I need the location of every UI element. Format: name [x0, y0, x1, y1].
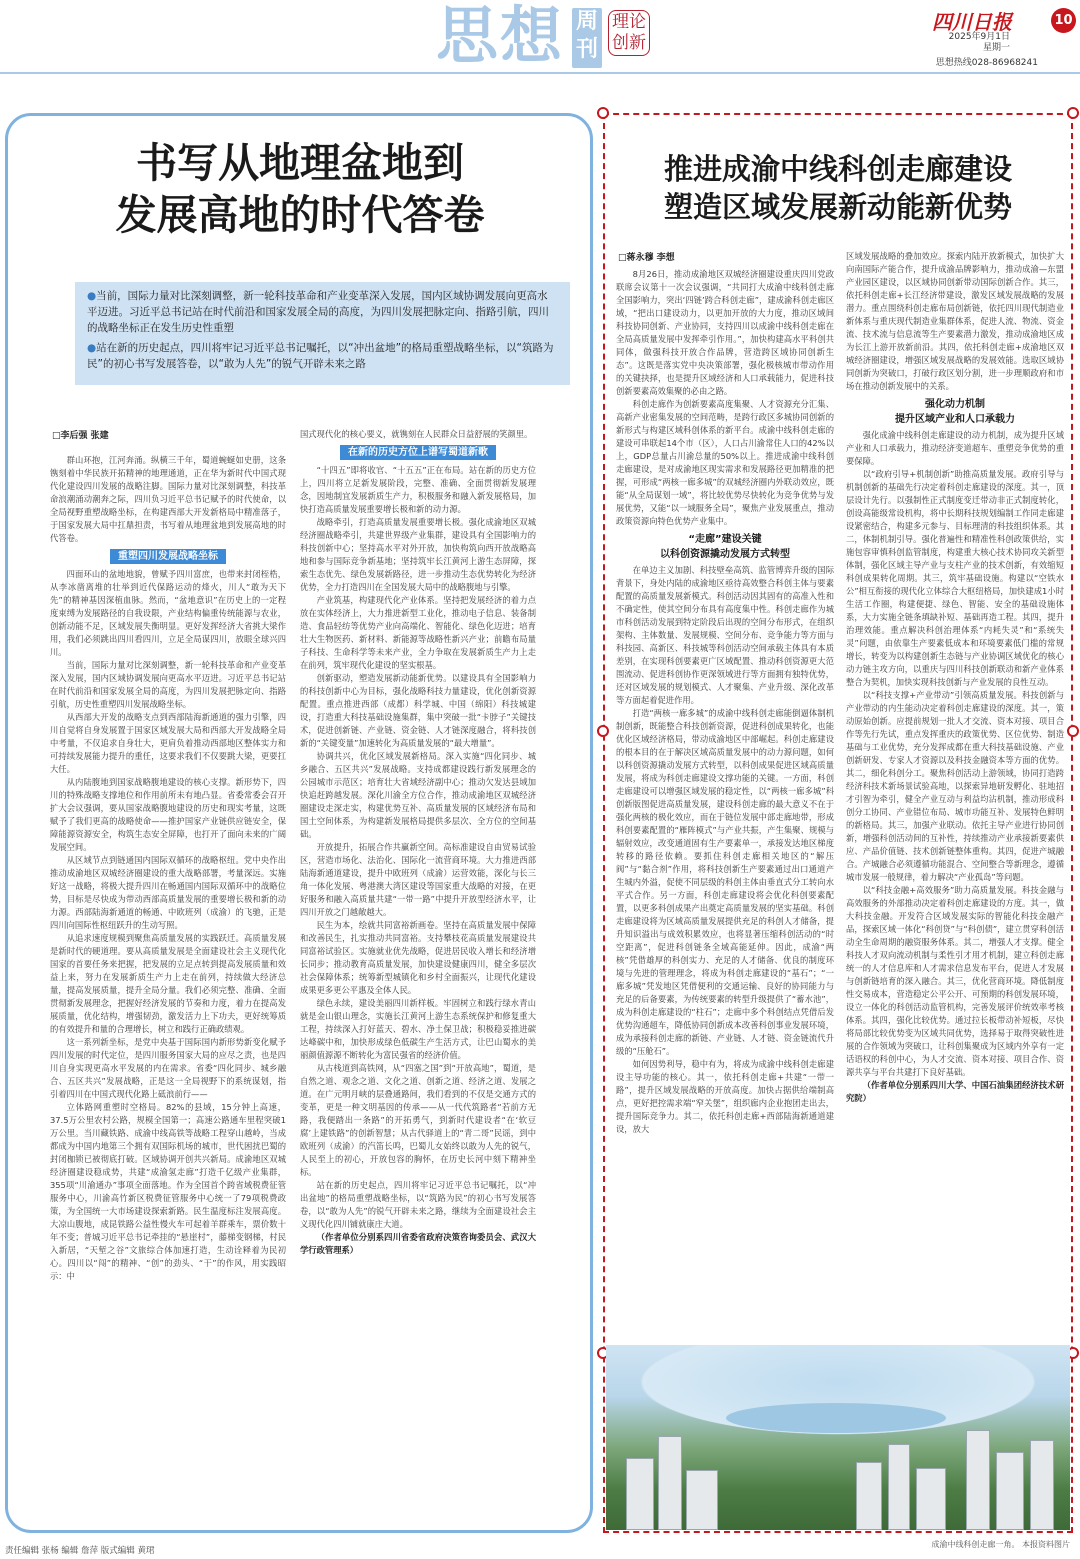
left-article-summary [75, 282, 570, 385]
column-subtitle: 理论创新 [608, 10, 650, 56]
building-shape [1030, 1440, 1054, 1530]
paragraph: 从追求速度规模到聚焦高质量发展的实践跃迁。高质量发展是新时代的硬道理。要从高质量发展是全面建设社会主义现代化国家的首要任务来把握，把发展的立足点转到提高发展质量和效益上来，努力在发展新质生产力上走在前列，持续做大经济总量，提高发展质量，提升全局分量。我们必须完整、准确、全面贯彻新发展理念，把握好经济发展的节奏和力度，着力在提高发展质量，优化结构，增强韧劲，激发活力上下功夫，更好统筹质的有效提升和量的合理增长，树立和践行正确政绩观。 [50, 933, 286, 1034]
editor-credits: 责任编辑 张杨 编辑 詹萍 版式编辑 黄珺 [5, 1546, 155, 1556]
building-shape [888, 1444, 910, 1530]
paragraph: “十四五”即将收官、“十五五”正在布局。站在新的历史方位上，四川将立足新发展阶段，完整、准确、全面贯彻新发展理念，因地制宜发展新质生产力，积极服务和融入新发展格局，加快打造高质量发展重要增长极和新的动力源。 [300, 465, 536, 514]
paragraph: 如何因势利导，稳中有为，将成为成渝中线科创走廊建设主导功能的核心。其一，依托科创走廊+共建“一带一路”，提升区域发展战略的开放高度。加快占据供给端制高点，更好把控需求端“窄关堡”，组织廊内企业抱团走出去，提升国际竞争力。其二，依托科创走廊+西部陆海新通道建设，放大 [616, 1059, 834, 1134]
subheading: “走廊”建设关键 以科创资源撬动发展方式转型 [660, 534, 790, 560]
bullet-icon: ● [87, 290, 97, 302]
paragraph: 国式现代化的核心要义，就镌刻在人民群众日益舒展的笑颜里。 [300, 429, 533, 439]
building-shape [996, 1452, 1024, 1530]
frame-corner-icon [1067, 725, 1079, 737]
paragraph: 站在新的历史起点，四川将牢记习近平总书记嘱托，以“冲出盆地”的格局重塑战略坐标，以“筑路为民”的初心书写发展答卷，以“敢为人先”的锐气开辟未来之路，继续为全面建设社会主义现代化四川铺就康庄大道。 [300, 1180, 536, 1229]
page-number: 10 [1051, 8, 1076, 33]
paragraph: 创新驱动，塑造发展新动能新优势。以建设具有全国影响力的科技创新中心为目标，强化战略科技力量建设，优化创新资源配置。重点推进西部（成都）科学城、中国（绵阳）科技城建设，打造重大科技基础设施集群，集中突破一批“卡脖子”关键技术，促进创新链、产业链、资金链、人才链深度融合，将科技创新的“关键变量”加速转化为高质量发展的“最大增量”。 [300, 673, 536, 748]
paragraph: 民生为本，绘就共同富裕新画卷。坚持在高质量发展中保障和改善民生，扎实推动共同富裕。支持攀枝花高质量发展建设共同富裕试验区。实施就业优先战略，促进居民收入增长和经济增长同步；推动教育高质量发展，加快建设健康四川，健全多层次社会保障体系；统筹新型城镇化和乡村全面振兴，让现代化建设成果更多更公平惠及全体人民。 [300, 920, 536, 995]
paragraph: 8月26日，推动成渝地区双城经济圈建设重庆四川党政联席会议第十一次会议强调，“共同打大成渝中线科创走廊全国影响力，突出‘四链’跨合科创走廊”，建成渝科创走廊区域，“把出口建设动力，以更加开放的大力度，推动区域间科技协同创新、产业协同，支持四川以成渝中线科创走廊在全局高质量发展中发挥牵引作用。”，加快构建高水平科创共同体，做强科技开放合作品牌，营造跨区域协同创新生态”。这既是落实党中央决策部署，强化极核城市带动作用的关键抉择，也是提升区域经济和人口承载能力，促进科技创新要素高效集聚的必由之路。 [616, 269, 834, 396]
headline-line-1: 书写从地理盆地到 [136, 139, 464, 187]
right-article-col-1 [616, 268, 834, 1340]
issue-date [949, 32, 1010, 54]
left-article-headline [30, 137, 570, 241]
masthead-rule [0, 72, 1080, 74]
paragraph: 区域发展战略的叠加效应。探索内陆开放新模式，加快扩大向南国际产能合作，提升成渝品牌影响力，推动成渝—东盟产业园区建设，以区域协同创新带动国际创新合作。其三，依托科创走廊+长江经济带建设，激发区域发展战略的发展潜力。重点围绕科创走廊布局创新链，依托四川现代制造业新体系与重庆现代制造业集群体系，促进人流、物流、资金流、技术流与信息流等生产要素潜力激发，推动成渝地区成为长江上游开放新前沿。其四，依托科创走廊+成渝地区双城经济圈建设，增强区域发展战略的发展效能。选取区域协同创新为突破口，打破行政区划分割，进一步理顺政府和市场在推动创新发展中的关系。 [846, 251, 1064, 391]
paragraph: 开放提升，拓展合作共赢新空间。高标准建设自由贸易试验区，营造市场化、法治化、国际化一流营商环境。大力推进西部陆海新通道建设，提升中欧班列（成渝）运营效能，深化与长三角一体化发展、粤港澳大湾区建设等国家重大战略的对接，在更好服务和融入高质量共建“一带一路”中提升开放型经济水平，让四川开放之门越敞越大。 [300, 842, 536, 917]
building-shape [966, 1430, 990, 1530]
left-article-col-2 [300, 428, 536, 1502]
paragraph: 科创走廊作为创新要素高度集聚、人才资源充分汇集、高新产业密集发展的空间范畴，是跨行政区多城协同创新的新形式与构建区域科创体系的新平台。成渝中线科创走廊的建设可串联起14个市（区），人口占川渝常住人口的42%以上，GDP总量占川渝总量的50%以上。推进成渝中线科创走廊建设，是对成渝地区现实需求和发展路径更加精准的把握，可形成“两核一廊多城”的双城经济圈内外联动效应，既能“从全局谋划一域”，将比较优势尽快转化为竞争优势与发展优势，又能“以一域服务全局”，聚焦产业发展重点，推动政策资源向特色优势产业集中。 [616, 399, 834, 526]
author-note: （作者单位分别系四川省委省政府决策咨询委员会、武汉大学行政管理系） [300, 1232, 536, 1255]
lake-shape [726, 1403, 946, 1433]
newspaper-brand: 四川日报 [932, 10, 1012, 34]
paragraph: 从内陆腹地到国家战略腹地建设的核心支撑。新形势下，四川的特殊战略支撑地位和作用前所未有地凸显。省委常委会召开扩大会议强调，要从国家战略腹地建设的历史和现实考量，这既赋予了我们更高的战略使命——推护国家产业链供应链安全，保障能源资源安全，构筑生态安全屏障，也打开了面向未来的广阔发展空间。 [50, 777, 286, 852]
right-byline: □蒋永穆 李想 [618, 253, 675, 263]
paragraph: 打造“两核一廊多城”的成渝中线科创走廊能倒逼体制机制创新，既能整合科技创新资源，促进科创成果转化，也能优化区域经济格局，带动成渝地区中部崛起。科创走廊建设的根本目的在于解决区域高质量发展中的动力源问题，如何以科创资源撬动发展方式转型，以科创成果促进区域高质量发展，将成为科创走廊建设文撑功能的关键。一方面，科创走廊建设可以增强区域发展的稳定性，以“两核一廊多城”科创新版图促进高质量发展，建设科创走廊的最大意义不在于强化两核的极化效应，而在于链位发展中部走廊地带，形成科创要素配置的“雁阵模式”与产业共振，产生集聚、规模与辐射效应，改变通道固有生产要素单一，承接发达地区梯度转移的路径依赖。要抓住科创走廊相关地区的“解压阀”与“黏合剂”作用，将科技创新生产要素通过出口通道产生城内外溢，促使不同层级的科创主体由垂直式分工转向水平式合作。另一方面，科创走廊建设将会优化科创要素配置，以更多科创成果产出奠定高质量发展的坚实基础。科创走廊建设将为区域高质量发展提供充足的科创人才储备，提升知识溢出与成效积累效应，也将显著压缩科创活动的“时空距离”，促进科创链条全域高能延伸。因此，成渝“两核”凭借雄厚的科创实力、充足的人才储备、优良的制度环境与先进的管理理念，将成为科创走廊建设的“基石”；“一廊多城”凭发地区凭借便利的交通运输、良好的协同能力与充足的后备要素，为传统要素的转型升级提供了“蓄水池”，成为科创走廊建设的“柱石”；走廊中多个科创结点凭借后发优势沟通超车，降低协同创新成本改善科创事业发展环境，成为承接科创走廊的新链、产业链、人才链、资金链流代升级的“压舱石”。 [616, 708, 834, 1056]
left-article-col-1 [50, 454, 286, 1502]
paragraph: 战略牵引，打造高质量发展重要增长极。强化成渝地区双城经济圈战略牵引，共建世界级产业集群，建设具有全国影响力的科技创新中心；坚持高水平对外开放，加快构筑向西开放战略高地和参与国际竞争新基地；坚持筑牢长江黄河上游生态屏障，探索生态优先、绿色发展新路径，进一步推动生态优势转化为经济优势，全力打造四川在全国发展大局中的战略腹地与引擎。 [300, 517, 536, 592]
left-byline: □李后强 张建 [52, 431, 109, 441]
paragraph: 以“科技金融+高效服务”助力高质量发展。科技金融与高效服务的外部推动决定着科创走廊建设的方度。其一，做大科技金融。开发符合区域发展实际的智能化科技金融产品，探索区域一体化“科创贷”与“科创债”，建立贯穿科创活动全生命周期的融资服务体系。其二，增强人才支撑。健全科技人才双向流动机制与柔性引才用才机制，建立科创走廊统一的人才信息库和人才需求信息发布平台，促进人才发展与创新链培育的深入融合。其三，优化营商环境。降低制度性交易成本，营造稳定公平公开、可预期的科创发展环境，设立一体化的科创活动监管机构，完善发展评价统效率考核体系。其四，强化比较优势。通过拉长板带动补短板，尽快将局部比较优势变为区域共同优势，选择易于取得突破性进展的合作领域为突破口，让科创集聚成为区域内外享有一定话语权的科创中心，为人才交流、资本对接、项目合作、资源共享与平台共建打下良好基础。 [846, 885, 1064, 1077]
summary-item: ●当前，国际力量对比深刻调整，新一轮科技革命和产业变革深入发展，国内区域协调发展向更高水平迈进。习近平总书记站在时代前沿和国家发展全局的高度，为四川发展把脉定向、指路引航，四川的战略坐标正在发生历史性重塑 [87, 290, 549, 334]
bullet-icon: ● [87, 342, 97, 354]
building-shape [916, 1468, 946, 1530]
paragraph: 立体路网重塑时空格局。82%的县域，15分钟上高速，37.5万公里农村公路，规模全国第一；高速公路通车里程突破1万公里。当川藏铁路、成渝中线高铁等战略工程穿山越岭，当成都成为中国内地第三个拥有双国际机场的城市，世代困扰巴蜀的封闭枷锁已被彻底打破。区域协调开创共兴新局。成渝地区双城经济圈建设稳成势，共建“成渝氢走廊”打造千亿级产业集群，355项“川渝通办”事项全面落地。作为全国首个跨省域税费征管服务中心，川渝高竹新区税费征管服务中心统一了79项税费政策，为全国统一大市场建设探索新路。民生温度标注发展高度。大凉山腹地，成昆铁路公益性慢火车可起着羊群乘车，票价数十年不变；普城习近平总书记牵挂的“悬崖村”，藤梯变钢梯，村民入新居，“天堑之谷”文旅综合体加速打造，生动诠释着为民初心。四川以“闯”的精神、“创”的劲头、“干”的作风，用实践昭示：中 [50, 1102, 286, 1281]
building-shape [658, 1436, 682, 1530]
paragraph: 群山环抱，江河奔涌。纵横三千年，蜀道蜿蜒如史册，这条镌刻着中华民族开拓精神的地理通道，正在华为新时代中国式现代化建设四川发展的战略注脚。国际力量对比深刻调整，科技革命浪潮涌动潮奔之际，四川负习近平总书记赋予的时代使命，以全局视野重塑战略坐标，在构建西部大开发新格局中精准落子，于国家发展大局中扛鼎担责，书写着从地理盆地到发展高地的时代答卷。 [50, 455, 286, 543]
paragraph: 这一系列新坐标，是党中央基于国际国内新形势新变化赋予四川发展的时代定位，是四川服务国家大局的应尽之责，也是四川自身实现更高水平发展的内在需求。省委“四化同步、城乡融合、五区共兴”发展战略，正是这一全局视野下的系统谋划，指引着四川在中国式现代化路上砥浪前行—— [50, 1037, 286, 1099]
paragraph: 以“政府引导+机制创新”助推高质量发展。政府引导与机制创新的基础先行决定着科创走廊建设的深度。其一，顶层设计先行。以强制性正式制度变迁带动非正式制度转化，创设高能级常设机构，将中长期科技规划编制工作同走廊建设紧密结合，构建多元参与、目标理清的科技组织体系。其二，体制机制引导。强化普遍性和精准性科创政策供给，实施包容审慎科创监管制度，构建重大核心技术协同攻关新型体制，强化区域主导产业与支柱产业的技术创新，有效缩短科创成果转化周期。其三，筑牢基础设施。构建以“空铁水公”相互衔接的现代化立体综合大枢纽格局，加快建成1小时生活工作圈，构建便捷、绿色、智能、安全的基础设施体系，大力实施全链条填缺补短、基础再造工程。其四，提升治理效能。重点解决科创治理体系“内耗失灵”和“系统失灵”问题，由依靠生产要素低成本和环境要素低门槛的常规增长，转变为以构建创新生态链与产业协调区域优化的核心动力链主攻方向，以重庆与四川科技创新联动和新产业体系整合为契机，加快实现科技创新与产业发展的良性互动。 [846, 469, 1064, 687]
paragraph: 产业筑基，构建现代化产业体系。坚持把发展经济的着力点放在实体经济上，大力推进新型工业化，推动电子信息、装备制造、食品轻纺等优势产业向高端化、智能化、绿色化迈进；培育壮大生物医药、新材料、新能源等战略性新兴产业；前瞻布局量子科技、生命科学等未来产业，全力争取在发展新质生产力上走在前列，筑牢现代化建设的坚实根基。 [300, 595, 536, 670]
author-note: （作者单位分别系四川大学、中国石油集团经济技术研究院） [846, 1080, 1064, 1103]
frame-corner-icon [1067, 107, 1079, 119]
paragraph: 强化成渝中线科创走廊建设的动力机制，成为提升区域产业和人口承载力，推动经济变道超车、重塑竞争优势的重要保障。 [846, 430, 1064, 466]
section-title: 思想 [436, 0, 565, 72]
summary-item: ●站在新的历史起点，四川将牢记习近平总书记嘱托，以“冲出盆地”的格局重塑战略坐标，以“筑路为民”的初心书写发展答卷，以“敢为人先”的锐气开辟未来之路 [87, 342, 554, 370]
frame-corner-icon [597, 725, 609, 737]
hotline: 思想热线028-86968241 [935, 58, 1038, 68]
headline-line-2: 塑造区域发展新动能新优势 [663, 190, 1012, 224]
right-article-headline [612, 150, 1064, 226]
paragraph: 从西部大开发的战略支点到西部陆海新通道的强力引擎，四川自觉将自身发展置于国家区域发展大局和西部大开发战略全局中考量，不仅追求自身壮大，更肩负着推动西部地区整体实力和可持续发展能力提升的重任，这要求我们不仅要跳大梁，更要扛大任。 [50, 712, 286, 774]
paragraph: 以“科技支撑+产业带动”引领高质量发展。科技创新与产业带动的内生能动决定着科创走廊建设的深度。其一，策动原始创新。应提前规划一批人才交流、资本对接、项目合作等先行先试，重点发挥重庆的政策优势、区位优势、制造基础与工业优势，充分发挥成都在重大科技基础设施、产业创新研发、专家人才资源以及科技金融资本等方面的优势。其二，细化科创分工。聚焦科创活动上游领域，协同打造跨经济科技术新场景试验高地，以探索异地研发孵化、驻地招才引智为牵引，健全产业互动与利益均沾机制，推动形成科创分工协同、产业错位布局、城市功能互补、发展特色鲜明的新格局。其三，加强产业联动。依托主导产业进行协同创新，增强科创活动间的互补性，持续推动产业承接新要素供应、产品价值链、技术创新链整体重构。其四，促进产城融合。产城融合必须遵循功能混合、空间整合等新理念，遵循城市发展一般规律，着力解决“产业孤岛”等问题。 [846, 690, 1064, 882]
building-shape [686, 1470, 718, 1530]
date-text: 2025年9月1日 [948, 32, 1010, 42]
section-heading: 在新的历史方位上谱写蜀道新歌 [300, 445, 536, 460]
right-article-col-2 [846, 250, 1064, 1340]
weekly-badge: 周刊 [572, 8, 602, 68]
headline-line-1: 推进成渝中线科创走廊建设 [663, 152, 1012, 186]
paragraph: 当前，国际力量对比深刻调整，新一轮科技革命和产业变革深入发展，国内区域协调发展向更高水平迈进。习近平总书记站在时代前沿和国家发展全局的高度，为四川发展把脉定向、指路引航，历史性重塑四川发展战略坐标。 [50, 660, 286, 709]
photo-caption: 成渝中线科创走廊一角。 本报资料图片 [931, 1540, 1070, 1549]
paragraph: 四面环山的盆地地貌，曾赋予四川富庶，也带来封闭桎梏，从李冰凿离堆的壮举到近代保路运动的烽火，川人“敢为天下先”的精神基因深植血脉。然而，“盆地意识”在历史上的一定程度束缚为发展路径的自我设限，产业结构偏重传统能源与农业，创新动能不足，区域发展失衡明显。更好发挥经济大省挑大梁作用，我们必须跳出四川看四川，立足全局谋四川，放眼全球兴四川。 [50, 569, 286, 657]
building-shape [626, 1458, 654, 1530]
aerial-city-photo [606, 1345, 1070, 1530]
paragraph: 从区域节点到链通国内国际双循环的战略枢纽。党中央作出推动成渝地区双城经济圈建设的重大战略部署，考量深远。实施好这一战略，将极大提升四川在畅通国内国际双循环中的战略位势，目标是尽快成为带动西部高质量发展的重要增长极和新的动力源。西部陆海新通道的畅通、中欧班列（成渝）的飞驰，正是四川向国际性枢纽跃升的生动写照。 [50, 855, 286, 930]
paragraph: 协调共兴，优化区域发展新格局。深入实施“四化同步、城乡融合、五区共兴”发展战略。支持成都建设践行新发展理念的公园城市示范区；培育壮大省域经济副中心；推动欠发达县域加快追赶跨越发展。深化川渝全方位合作，推动成渝地区双城经济圈建设走深走实，构建优势互补、高质量发展的区域经济布局和国土空间体系，为构建新发展格局提供多层次、全方位的空间基础。 [300, 751, 536, 839]
building-shape [856, 1462, 882, 1530]
frame-corner-icon [597, 107, 609, 119]
weekday-text: 星期一 [982, 43, 1010, 53]
paragraph: 绿色永续，建设美丽四川新样板。牢固树立和践行绿水青山就是金山银山理念，实施长江黄河上游生态系统保护和修复重大工程，持续深入打好蓝天、碧水、净土保卫战；积极稳妥推进碳达峰碳中和，加快形成绿色低碳生产生活方式，让巴山蜀水的美丽颜值源源不断转化为富民强省的经济价值。 [300, 998, 536, 1060]
headline-line-2: 发展高地的时代答卷 [115, 191, 485, 239]
section-heading: 重塑四川发展战略坐标 [50, 549, 286, 564]
paragraph: 从古栈道到高铁网，从“四塞之国”到“开放高地”，蜀道，是自然之道、观念之道、文化之道、创新之道、经济之道、发展之道。在广元明月峡的层叠通路间，我们看到的不仅是交通方式的变革，更是一种文明基因的传承——从一代代筑路者“若前方无路，我便踏出一条路”的开拓勇气，到新时代建设者“在‘软豆腐’上建铁路”的创新智慧；从古代驿道上的“青二哥”民谣，到中欧班列（成渝）的汽笛长鸣，巴蜀儿女始终以敢为人先的锐气，人民至上的初心，开放包容的胸怀，在历史长河中刻下精神坐标。 [300, 1063, 536, 1177]
paragraph: 在单边主义加剧、科技壁垒高筑、监管博弈升级的国际背景下，身处内陆的成渝地区亟待高效整合科创主体与要素配置的高质量发展新模式。科创活动因其固有的高准入性和不确定性，使其空间分布具有高度集中性。科创走廊作为城市科创活动发展到特定阶段后出现的空间分布形式，在组织架构、主体数量、发展规模、空间分布、竞争能力等方面与科技园、高新区、科技城等科创活动空间承载主体具有本质差别，在实现科创要素更广区域配置、推动科创资源更大范围流动、促进科创协作更深领域进行等方面拥有独特优势，还对区域发展的规划模式、人才聚集、产业升级、深化改革等方面起着促进作用。 [616, 565, 834, 705]
subheading: 强化动力机制 提升区域产业和人口承载力 [895, 399, 1015, 425]
